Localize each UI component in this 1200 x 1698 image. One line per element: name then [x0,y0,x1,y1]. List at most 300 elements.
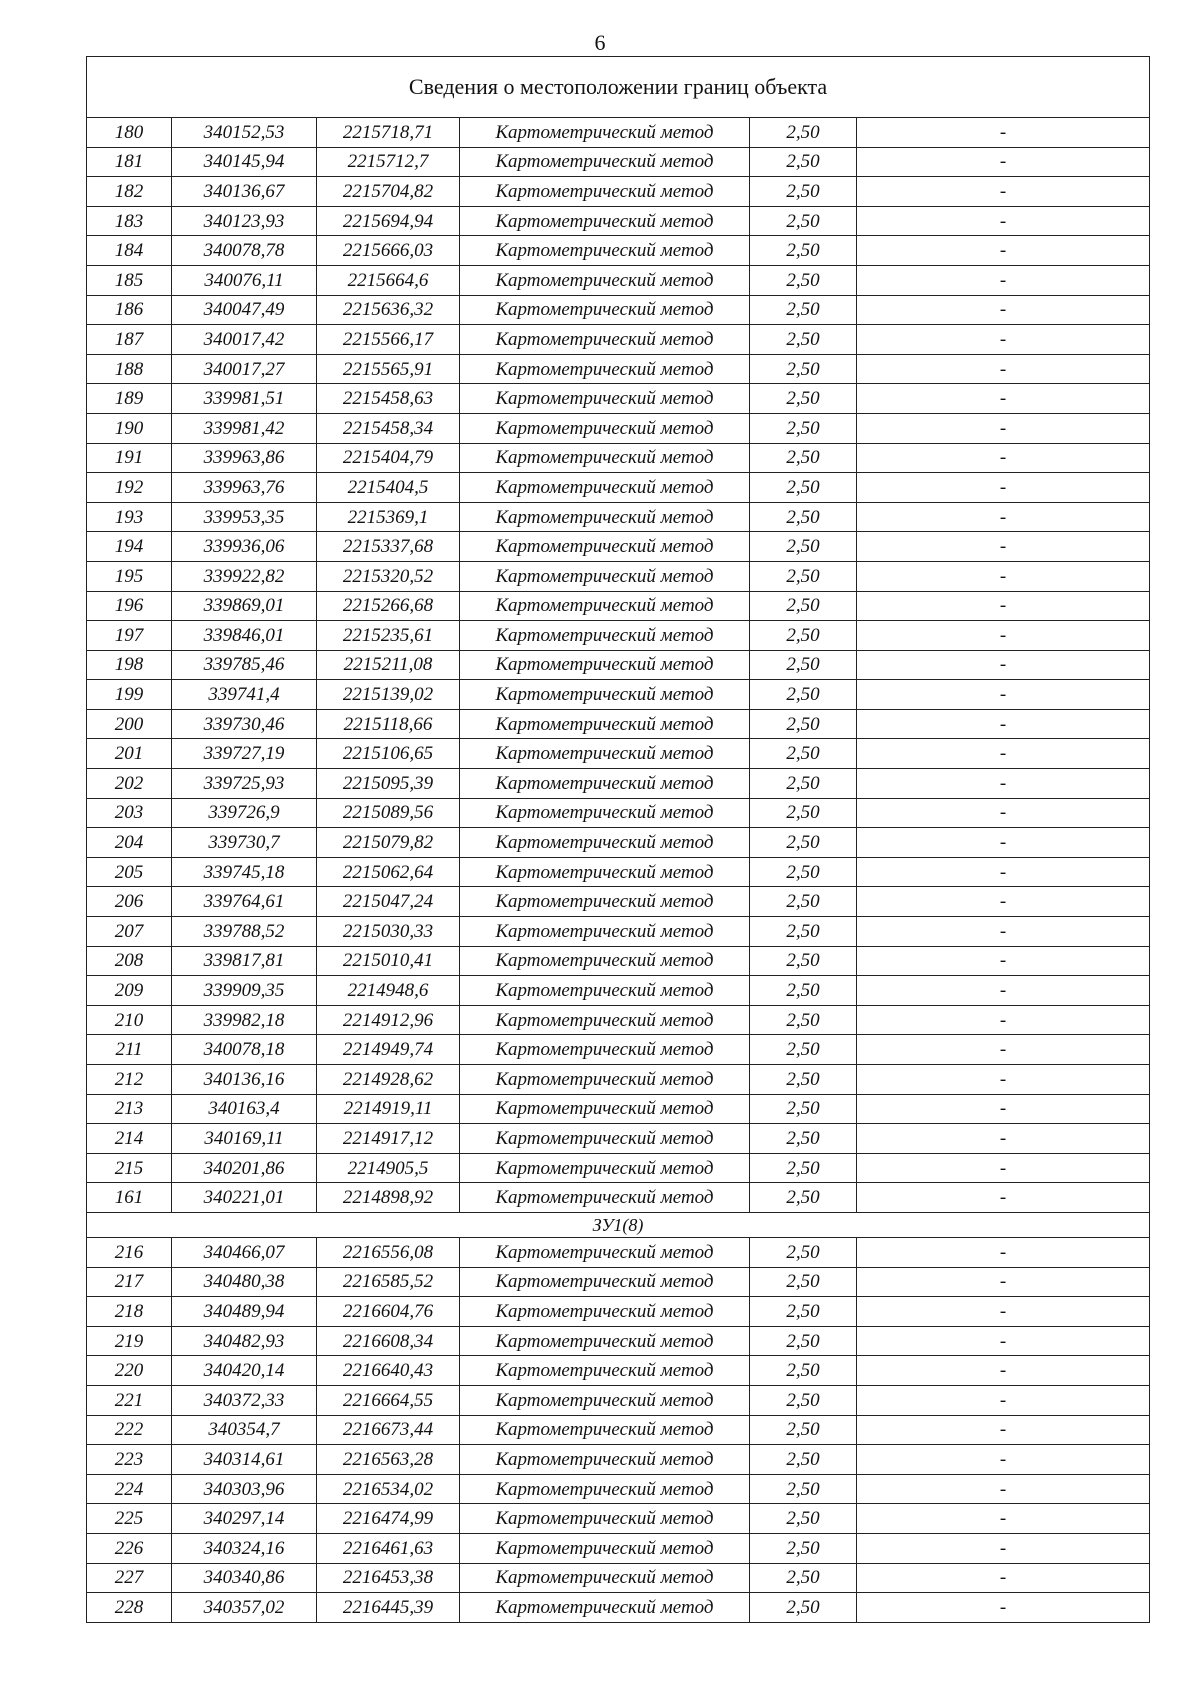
point-number-cell: 219 [87,1326,172,1356]
method-cell: Картометрический метод [460,1005,750,1035]
table-row [87,1504,1150,1534]
accuracy-cell: 2,50 [750,769,857,799]
y-coordinate-cell: 2216445,39 [317,1593,460,1623]
y-coordinate-cell: 2216608,34 [317,1326,460,1356]
y-coordinate-cell: 2216673,44 [317,1415,460,1445]
method-cell: Картометрический метод [460,1297,750,1327]
table-row [87,354,1150,384]
y-coordinate-cell: 2215566,17 [317,325,460,355]
description-cell: - [857,1183,1150,1213]
description-cell: - [857,384,1150,414]
table-row [87,1533,1150,1563]
accuracy-cell: 2,50 [750,1533,857,1563]
x-coordinate-cell: 339725,93 [172,769,317,799]
x-coordinate-cell: 339909,35 [172,976,317,1006]
y-coordinate-cell: 2215062,64 [317,857,460,887]
accuracy-cell: 2,50 [750,650,857,680]
x-coordinate-cell: 339741,4 [172,680,317,710]
table-row [87,946,1150,976]
point-number-cell: 228 [87,1593,172,1623]
x-coordinate-cell: 340136,16 [172,1065,317,1095]
y-coordinate-cell: 2215718,71 [317,118,460,148]
method-cell: Картометрический метод [460,739,750,769]
method-cell: Картометрический метод [460,384,750,414]
accuracy-cell: 2,50 [750,591,857,621]
description-cell: - [857,1326,1150,1356]
accuracy-cell: 2,50 [750,1474,857,1504]
point-number-cell: 217 [87,1267,172,1297]
y-coordinate-cell: 2215320,52 [317,561,460,591]
x-coordinate-cell: 340357,02 [172,1593,317,1623]
description-cell: - [857,917,1150,947]
table-row [87,384,1150,414]
table-row [87,532,1150,562]
x-coordinate-cell: 340201,86 [172,1153,317,1183]
accuracy-cell: 2,50 [750,206,857,236]
description-cell: - [857,1297,1150,1327]
method-cell: Картометрический метод [460,1415,750,1445]
accuracy-cell: 2,50 [750,1153,857,1183]
x-coordinate-cell: 340078,18 [172,1035,317,1065]
y-coordinate-cell: 2216664,55 [317,1385,460,1415]
accuracy-cell: 2,50 [750,413,857,443]
accuracy-cell: 2,50 [750,976,857,1006]
y-coordinate-cell: 2214928,62 [317,1065,460,1095]
method-cell: Картометрический метод [460,1445,750,1475]
point-number-cell: 180 [87,118,172,148]
accuracy-cell: 2,50 [750,1124,857,1154]
accuracy-cell: 2,50 [750,1563,857,1593]
x-coordinate-cell: 340303,96 [172,1474,317,1504]
x-coordinate-cell: 340136,67 [172,177,317,207]
point-number-cell: 189 [87,384,172,414]
point-number-cell: 227 [87,1563,172,1593]
y-coordinate-cell: 2214949,74 [317,1035,460,1065]
table-row [87,1065,1150,1095]
point-number-cell: 213 [87,1094,172,1124]
table-row [87,798,1150,828]
method-cell: Картометрический метод [460,857,750,887]
y-coordinate-cell: 2214948,6 [317,976,460,1006]
x-coordinate-cell: 339953,35 [172,502,317,532]
table-row [87,680,1150,710]
y-coordinate-cell: 2215694,94 [317,206,460,236]
table-row [87,295,1150,325]
table-row [87,887,1150,917]
y-coordinate-cell: 2215704,82 [317,177,460,207]
x-coordinate-cell: 339963,86 [172,443,317,473]
point-number-cell: 212 [87,1065,172,1095]
accuracy-cell: 2,50 [750,532,857,562]
table-row [87,177,1150,207]
x-coordinate-cell: 340372,33 [172,1385,317,1415]
method-cell: Картометрический метод [460,680,750,710]
y-coordinate-cell: 2215565,91 [317,354,460,384]
x-coordinate-cell: 339726,9 [172,798,317,828]
y-coordinate-cell: 2215369,1 [317,502,460,532]
table-row [87,976,1150,1006]
description-cell: - [857,1065,1150,1095]
method-cell: Картометрический метод [460,236,750,266]
x-coordinate-cell: 340169,11 [172,1124,317,1154]
accuracy-cell: 2,50 [750,1593,857,1623]
y-coordinate-cell: 2216534,02 [317,1474,460,1504]
description-cell: - [857,147,1150,177]
method-cell: Картометрический метод [460,443,750,473]
table-row [87,1094,1150,1124]
point-number-cell: 195 [87,561,172,591]
accuracy-cell: 2,50 [750,147,857,177]
point-number-cell: 181 [87,147,172,177]
method-cell: Картометрический метод [460,502,750,532]
y-coordinate-cell: 2216585,52 [317,1267,460,1297]
method-cell: Картометрический метод [460,206,750,236]
description-cell: - [857,1237,1150,1267]
description-cell: - [857,1356,1150,1386]
x-coordinate-cell: 339869,01 [172,591,317,621]
accuracy-cell: 2,50 [750,1005,857,1035]
method-cell: Картометрический метод [460,1237,750,1267]
x-coordinate-cell: 340145,94 [172,147,317,177]
description-cell: - [857,1533,1150,1563]
table-row [87,1593,1150,1623]
accuracy-cell: 2,50 [750,1356,857,1386]
table-row [87,1035,1150,1065]
x-coordinate-cell: 339981,42 [172,413,317,443]
y-coordinate-cell: 2215666,03 [317,236,460,266]
y-coordinate-cell: 2215139,02 [317,680,460,710]
description-cell: - [857,413,1150,443]
y-coordinate-cell: 2216563,28 [317,1445,460,1475]
accuracy-cell: 2,50 [750,1297,857,1327]
accuracy-cell: 2,50 [750,384,857,414]
table-title-row [87,57,1150,118]
x-coordinate-cell: 339727,19 [172,739,317,769]
method-cell: Картометрический метод [460,621,750,651]
description-cell: - [857,887,1150,917]
table-row [87,1124,1150,1154]
x-coordinate-cell: 339785,46 [172,650,317,680]
accuracy-cell: 2,50 [750,1415,857,1445]
table-row [87,473,1150,503]
description-cell: - [857,177,1150,207]
table-row [87,1474,1150,1504]
accuracy-cell: 2,50 [750,1267,857,1297]
description-cell: - [857,1267,1150,1297]
method-cell: Картометрический метод [460,354,750,384]
x-coordinate-cell: 339922,82 [172,561,317,591]
accuracy-cell: 2,50 [750,1385,857,1415]
method-cell: Картометрический метод [460,532,750,562]
x-coordinate-cell: 340078,78 [172,236,317,266]
method-cell: Картометрический метод [460,769,750,799]
description-cell: - [857,206,1150,236]
table-row [87,769,1150,799]
point-number-cell: 216 [87,1237,172,1267]
method-cell: Картометрический метод [460,946,750,976]
y-coordinate-cell: 2215404,5 [317,473,460,503]
y-coordinate-cell: 2215636,32 [317,295,460,325]
point-number-cell: 192 [87,473,172,503]
table-row [87,502,1150,532]
accuracy-cell: 2,50 [750,946,857,976]
table-row [87,413,1150,443]
description-cell: - [857,236,1150,266]
description-cell: - [857,1593,1150,1623]
x-coordinate-cell: 339981,51 [172,384,317,414]
x-coordinate-cell: 339745,18 [172,857,317,887]
point-number-cell: 193 [87,502,172,532]
y-coordinate-cell: 2215047,24 [317,887,460,917]
y-coordinate-cell: 2215118,66 [317,709,460,739]
point-number-cell: 224 [87,1474,172,1504]
x-coordinate-cell: 339730,7 [172,828,317,858]
point-number-cell: 194 [87,532,172,562]
method-cell: Картометрический метод [460,561,750,591]
description-cell: - [857,354,1150,384]
description-cell: - [857,1035,1150,1065]
point-number-cell: 184 [87,236,172,266]
method-cell: Картометрический метод [460,1065,750,1095]
boundary-table-body [87,57,1150,1623]
table-row [87,1183,1150,1213]
method-cell: Картометрический метод [460,295,750,325]
point-number-cell: 221 [87,1385,172,1415]
table-row [87,265,1150,295]
x-coordinate-cell: 339817,81 [172,946,317,976]
description-cell: - [857,325,1150,355]
point-number-cell: 208 [87,946,172,976]
method-cell: Картометрический метод [460,1533,750,1563]
point-number-cell: 196 [87,591,172,621]
x-coordinate-cell: 340314,61 [172,1445,317,1475]
method-cell: Картометрический метод [460,413,750,443]
description-cell: - [857,798,1150,828]
point-number-cell: 186 [87,295,172,325]
point-number-cell: 209 [87,976,172,1006]
accuracy-cell: 2,50 [750,1183,857,1213]
point-number-cell: 183 [87,206,172,236]
method-cell: Картометрический метод [460,265,750,295]
point-number-cell: 226 [87,1533,172,1563]
point-number-cell: 205 [87,857,172,887]
method-cell: Картометрический метод [460,473,750,503]
description-cell: - [857,295,1150,325]
section-heading-row [87,1212,1150,1237]
method-cell: Картометрический метод [460,1593,750,1623]
accuracy-cell: 2,50 [750,118,857,148]
accuracy-cell: 2,50 [750,295,857,325]
point-number-cell: 215 [87,1153,172,1183]
description-cell: - [857,1474,1150,1504]
point-number-cell: 197 [87,621,172,651]
y-coordinate-cell: 2216461,63 [317,1533,460,1563]
method-cell: Картометрический метод [460,325,750,355]
accuracy-cell: 2,50 [750,709,857,739]
accuracy-cell: 2,50 [750,917,857,947]
y-coordinate-cell: 2214917,12 [317,1124,460,1154]
method-cell: Картометрический метод [460,1385,750,1415]
method-cell: Картометрический метод [460,1183,750,1213]
table-row [87,561,1150,591]
table-row [87,1153,1150,1183]
method-cell: Картометрический метод [460,1153,750,1183]
y-coordinate-cell: 2215095,39 [317,769,460,799]
y-coordinate-cell: 2216640,43 [317,1356,460,1386]
point-number-cell: 161 [87,1183,172,1213]
method-cell: Картометрический метод [460,1474,750,1504]
table-row [87,828,1150,858]
table-row [87,443,1150,473]
x-coordinate-cell: 340221,01 [172,1183,317,1213]
x-coordinate-cell: 340466,07 [172,1237,317,1267]
accuracy-cell: 2,50 [750,857,857,887]
x-coordinate-cell: 340047,49 [172,295,317,325]
point-number-cell: 188 [87,354,172,384]
x-coordinate-cell: 340076,11 [172,265,317,295]
x-coordinate-cell: 339936,06 [172,532,317,562]
accuracy-cell: 2,50 [750,828,857,858]
table-row [87,1356,1150,1386]
method-cell: Картометрический метод [460,1094,750,1124]
accuracy-cell: 2,50 [750,1094,857,1124]
y-coordinate-cell: 2215079,82 [317,828,460,858]
accuracy-cell: 2,50 [750,1065,857,1095]
table-row [87,621,1150,651]
description-cell: - [857,561,1150,591]
table-row [87,1385,1150,1415]
description-cell: - [857,1504,1150,1534]
description-cell: - [857,1385,1150,1415]
point-number-cell: 200 [87,709,172,739]
description-cell: - [857,1445,1150,1475]
description-cell: - [857,473,1150,503]
table-row [87,1415,1150,1445]
x-coordinate-cell: 340482,93 [172,1326,317,1356]
y-coordinate-cell: 2216453,38 [317,1563,460,1593]
point-number-cell: 207 [87,917,172,947]
description-cell: - [857,1094,1150,1124]
x-coordinate-cell: 339730,46 [172,709,317,739]
table-row [87,325,1150,355]
description-cell: - [857,621,1150,651]
x-coordinate-cell: 339846,01 [172,621,317,651]
table-row [87,206,1150,236]
point-number-cell: 185 [87,265,172,295]
description-cell: - [857,532,1150,562]
x-coordinate-cell: 340163,4 [172,1094,317,1124]
description-cell: - [857,1563,1150,1593]
accuracy-cell: 2,50 [750,265,857,295]
x-coordinate-cell: 339982,18 [172,1005,317,1035]
point-number-cell: 199 [87,680,172,710]
point-number-cell: 182 [87,177,172,207]
accuracy-cell: 2,50 [750,680,857,710]
y-coordinate-cell: 2215235,61 [317,621,460,651]
method-cell: Картометрический метод [460,917,750,947]
y-coordinate-cell: 2214905,5 [317,1153,460,1183]
x-coordinate-cell: 339764,61 [172,887,317,917]
y-coordinate-cell: 2216604,76 [317,1297,460,1327]
y-coordinate-cell: 2215211,08 [317,650,460,680]
description-cell: - [857,591,1150,621]
table-row [87,1326,1150,1356]
description-cell: - [857,709,1150,739]
point-number-cell: 202 [87,769,172,799]
table-row [87,650,1150,680]
y-coordinate-cell: 2216556,08 [317,1237,460,1267]
table-row [87,1267,1150,1297]
method-cell: Картометрический метод [460,147,750,177]
description-cell: - [857,1415,1150,1445]
method-cell: Картометрический метод [460,798,750,828]
accuracy-cell: 2,50 [750,561,857,591]
method-cell: Картометрический метод [460,1267,750,1297]
point-number-cell: 201 [87,739,172,769]
description-cell: - [857,769,1150,799]
x-coordinate-cell: 340489,94 [172,1297,317,1327]
method-cell: Картометрический метод [460,1326,750,1356]
accuracy-cell: 2,50 [750,177,857,207]
description-cell: - [857,443,1150,473]
point-number-cell: 204 [87,828,172,858]
accuracy-cell: 2,50 [750,236,857,266]
x-coordinate-cell: 339788,52 [172,917,317,947]
method-cell: Картометрический метод [460,1563,750,1593]
x-coordinate-cell: 340017,42 [172,325,317,355]
table-row [87,1237,1150,1267]
y-coordinate-cell: 2215266,68 [317,591,460,621]
accuracy-cell: 2,50 [750,1035,857,1065]
description-cell: - [857,265,1150,295]
y-coordinate-cell: 2215404,79 [317,443,460,473]
table-row [87,1563,1150,1593]
y-coordinate-cell: 2215010,41 [317,946,460,976]
point-number-cell: 203 [87,798,172,828]
x-coordinate-cell: 340152,53 [172,118,317,148]
method-cell: Картометрический метод [460,650,750,680]
method-cell: Картометрический метод [460,118,750,148]
x-coordinate-cell: 340480,38 [172,1267,317,1297]
y-coordinate-cell: 2214898,92 [317,1183,460,1213]
table-row [87,118,1150,148]
y-coordinate-cell: 2215458,34 [317,413,460,443]
table-row [87,739,1150,769]
description-cell: - [857,1124,1150,1154]
y-coordinate-cell: 2216474,99 [317,1504,460,1534]
x-coordinate-cell: 340420,14 [172,1356,317,1386]
x-coordinate-cell: 339963,76 [172,473,317,503]
description-cell: - [857,1005,1150,1035]
method-cell: Картометрический метод [460,1504,750,1534]
description-cell: - [857,828,1150,858]
table-row [87,709,1150,739]
method-cell: Картометрический метод [460,1035,750,1065]
table-row [87,1005,1150,1035]
table-row [87,1445,1150,1475]
accuracy-cell: 2,50 [750,502,857,532]
method-cell: Картометрический метод [460,887,750,917]
table-row [87,917,1150,947]
accuracy-cell: 2,50 [750,354,857,384]
point-number-cell: 206 [87,887,172,917]
point-number-cell: 198 [87,650,172,680]
method-cell: Картометрический метод [460,1124,750,1154]
table-row [87,1297,1150,1327]
section-heading: ЗУ1(8) [87,1212,1150,1237]
point-number-cell: 218 [87,1297,172,1327]
table-title: Сведения о местоположении границ объекта [87,57,1150,118]
